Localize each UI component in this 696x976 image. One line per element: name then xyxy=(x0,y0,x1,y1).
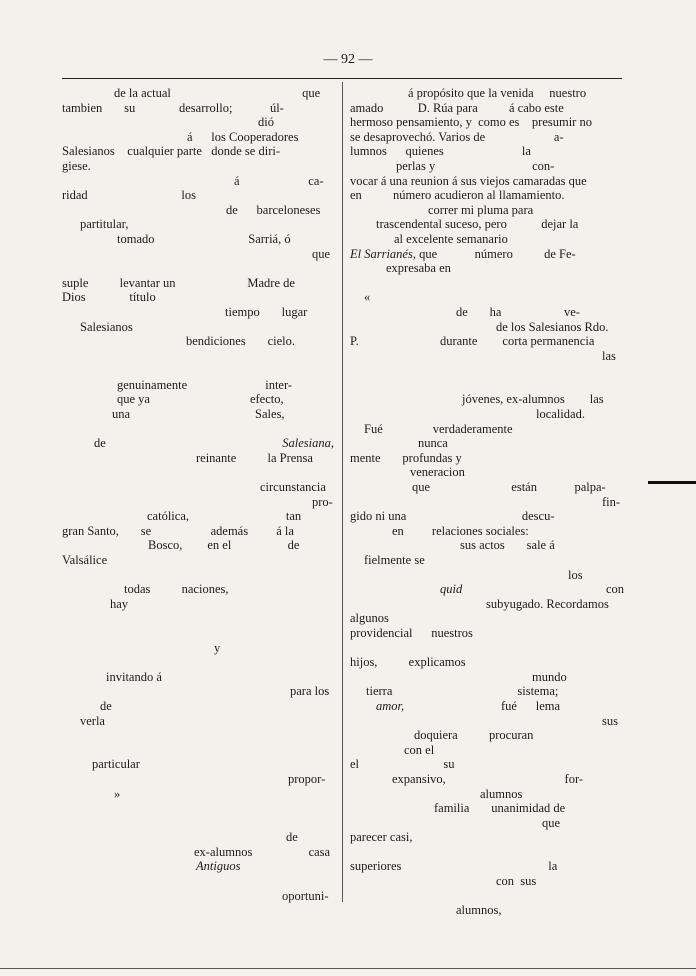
text-line xyxy=(350,465,622,480)
line-text: ridad los xyxy=(62,188,197,203)
line-text: Salesianos cualquier parte donde se diri- xyxy=(62,144,280,159)
line-text: ex-alumnos casa xyxy=(194,844,331,859)
line-text: hermoso pensamiento, y como es presumir no xyxy=(350,115,592,130)
text-line xyxy=(62,553,334,568)
line-text: » xyxy=(114,786,121,801)
text-line xyxy=(350,320,622,335)
line-text: circunstancia xyxy=(260,480,326,495)
text-line xyxy=(350,772,622,787)
line-text: bendiciones cielo. xyxy=(186,334,295,349)
text-line xyxy=(350,276,622,291)
line-text: que ya efecto, xyxy=(117,392,284,407)
text-line xyxy=(350,568,622,583)
text-line xyxy=(350,247,622,262)
text-line xyxy=(62,611,334,626)
text-line xyxy=(350,144,622,159)
text-line xyxy=(350,188,622,203)
line-text: Dios título xyxy=(62,290,156,305)
line-text: con xyxy=(462,582,625,597)
line-text: superiores la xyxy=(350,859,558,874)
line-text: gido ni una descu- xyxy=(350,509,555,524)
line-text: se desaprovechó. Varios de a- xyxy=(350,129,564,144)
text-line xyxy=(350,655,622,670)
text-line xyxy=(62,699,334,714)
line-text: gran Santo, se además á la xyxy=(62,523,294,538)
line-text: de los Salesianos Rdo. xyxy=(496,319,609,334)
line-text: al excelente semanario xyxy=(394,231,508,246)
line-text: tiempo lugar xyxy=(225,304,308,319)
line-text: lumnos quienes la xyxy=(350,144,531,159)
line-text: nunca xyxy=(418,436,448,451)
text-line xyxy=(350,626,622,641)
text-line xyxy=(350,290,622,305)
text-line xyxy=(350,363,622,378)
text-line xyxy=(350,670,622,685)
text-line xyxy=(350,553,622,568)
text-line xyxy=(62,247,334,262)
text-line xyxy=(350,538,622,553)
text-line xyxy=(350,509,622,524)
text-line xyxy=(62,787,334,802)
line-text: providencial nuestros xyxy=(350,625,473,640)
text-line xyxy=(62,626,334,641)
text-line xyxy=(350,728,622,743)
line-text: oportuni- xyxy=(282,888,329,903)
text-line xyxy=(62,728,334,743)
line-text: alumnos xyxy=(480,786,523,801)
line-italic-text: El Sarrianés, xyxy=(350,246,416,261)
text-line xyxy=(350,451,622,466)
line-text: el su xyxy=(350,757,455,772)
text-line xyxy=(62,816,334,831)
line-text: propor- xyxy=(288,771,326,786)
text-line xyxy=(62,188,334,203)
line-text: en relaciones sociales: xyxy=(392,523,529,538)
line-text: vocar á una reunion á sus viejos camaradas que xyxy=(350,173,587,188)
text-line xyxy=(62,670,334,685)
text-line xyxy=(62,159,334,174)
text-line xyxy=(350,305,622,320)
text-line xyxy=(62,524,334,539)
line-text: de barceloneses xyxy=(226,202,321,217)
line-italic-text: quid xyxy=(440,582,463,597)
text-line xyxy=(62,407,334,422)
text-line xyxy=(350,743,622,758)
line-text: localidad. xyxy=(536,407,585,422)
text-line xyxy=(62,801,334,816)
text-line xyxy=(62,568,334,583)
header-rule xyxy=(62,78,622,79)
text-line xyxy=(62,495,334,510)
text-line xyxy=(62,859,334,874)
text-line xyxy=(350,101,622,116)
text-line xyxy=(350,422,622,437)
line-text: de xyxy=(100,698,112,713)
text-line xyxy=(350,611,622,626)
text-line xyxy=(62,349,334,364)
text-line xyxy=(350,349,622,364)
line-text: P. durante corta permanencia xyxy=(350,334,595,349)
text-line xyxy=(62,217,334,232)
line-text: expresaba en xyxy=(386,261,451,276)
line-text: Valsálice xyxy=(62,553,108,567)
text-line xyxy=(62,436,334,451)
text-line xyxy=(350,641,622,656)
text-line xyxy=(350,757,622,772)
text-line xyxy=(350,830,622,845)
line-italic-text: Antiguos xyxy=(196,859,241,874)
text-line xyxy=(62,261,334,276)
line-text: partitular, xyxy=(80,217,129,232)
line-text: parecer casi, xyxy=(350,830,413,845)
text-line xyxy=(350,115,622,130)
text-line xyxy=(62,465,334,480)
text-line xyxy=(350,174,622,189)
line-text: amado D. Rúa para á cabo este xyxy=(350,100,564,115)
line-text: los xyxy=(568,567,583,582)
text-line xyxy=(62,422,334,437)
line-text: verla xyxy=(80,713,105,728)
text-line xyxy=(62,130,334,145)
text-line xyxy=(62,684,334,699)
text-line xyxy=(350,874,622,889)
line-text: de xyxy=(94,436,106,451)
line-text: sus actos sale á xyxy=(460,538,555,553)
text-line xyxy=(62,480,334,495)
line-text: sus xyxy=(602,713,618,728)
line-text: mente profundas y xyxy=(350,450,462,465)
line-text: suple levantar un Madre de xyxy=(62,275,295,290)
line-text: giese. xyxy=(62,158,91,173)
text-line xyxy=(62,889,334,904)
line-text: Salesianos xyxy=(80,319,133,334)
line-text: jóvenes, ex-alumnos las xyxy=(462,392,604,407)
line-text: para los xyxy=(290,684,330,699)
text-line xyxy=(62,144,334,159)
line-italic-text: amor, xyxy=(376,698,405,713)
text-line xyxy=(62,86,334,101)
text-line xyxy=(62,232,334,247)
line-text: que están palpa- xyxy=(412,480,606,495)
column-divider xyxy=(342,82,343,902)
text-line xyxy=(62,772,334,787)
line-text: á los Cooperadores xyxy=(187,129,299,144)
line-text: reinante la Prensa xyxy=(196,450,313,465)
text-line xyxy=(350,378,622,393)
line-text: hay xyxy=(110,596,129,611)
text-line xyxy=(350,86,622,101)
text-line xyxy=(62,363,334,378)
text-line xyxy=(62,320,334,335)
text-line xyxy=(350,232,622,247)
text-line xyxy=(62,582,334,597)
text-line xyxy=(350,524,622,539)
text-line xyxy=(62,538,334,553)
text-line xyxy=(350,684,622,699)
text-line xyxy=(350,217,622,232)
line-text: genuinamente inter- xyxy=(117,377,293,392)
line-text: expansivo, for- xyxy=(392,771,584,786)
line-text: Fué verdaderamente xyxy=(364,421,513,436)
text-line xyxy=(350,130,622,145)
line-text: hijos, explicamos xyxy=(350,655,466,670)
text-line xyxy=(350,889,622,904)
line-text: « xyxy=(364,290,371,305)
line-text: alumnos, xyxy=(456,903,502,918)
left-column xyxy=(62,86,334,906)
line-text: de xyxy=(286,830,298,845)
line-text: pro- xyxy=(312,494,333,509)
text-line xyxy=(62,392,334,407)
text-line xyxy=(350,582,625,597)
text-line xyxy=(62,101,334,116)
line-text: con el xyxy=(404,742,435,757)
line-text: con sus xyxy=(496,874,537,889)
line-text: perlas y con- xyxy=(396,158,555,173)
text-line xyxy=(62,378,334,393)
line-text: veneracion xyxy=(410,465,465,480)
line-text: todas naciones, xyxy=(124,582,229,597)
text-line xyxy=(62,655,334,670)
line-text: de la actual que xyxy=(114,86,321,100)
line-italic-text: Salesiana, xyxy=(282,436,334,451)
line-text: á ca- xyxy=(234,173,324,188)
line-text: que número de Fe- xyxy=(415,246,576,261)
text-line xyxy=(62,305,334,320)
line-text: que xyxy=(542,815,561,830)
text-line xyxy=(62,641,334,656)
page-number: — 92 — xyxy=(323,52,373,67)
line-text: particular xyxy=(92,757,140,772)
text-line xyxy=(350,261,622,276)
text-line xyxy=(62,757,334,772)
line-text: fin- xyxy=(602,494,621,509)
text-line xyxy=(62,451,334,466)
line-text: que xyxy=(312,246,331,261)
line-text: las xyxy=(602,348,616,363)
text-line xyxy=(350,334,622,349)
text-line xyxy=(62,115,334,130)
line-text: trascendental suceso, pero dejar la xyxy=(376,217,579,232)
line-text: de ha ve- xyxy=(456,304,580,319)
line-text: tambien su desarrollo; úl- xyxy=(62,100,284,115)
text-line xyxy=(350,801,622,816)
text-line xyxy=(350,392,622,407)
text-line xyxy=(350,699,622,714)
bottom-edge-rule xyxy=(0,968,696,969)
text-line xyxy=(350,903,622,918)
text-line xyxy=(62,276,334,291)
line-text: á propósito que la venida nuestro xyxy=(408,86,587,100)
text-line xyxy=(62,874,334,889)
line-text: mundo xyxy=(532,669,567,684)
text-line xyxy=(62,830,334,845)
line-text: familia unanimidad de xyxy=(434,801,566,816)
right-column xyxy=(350,86,625,918)
text-line xyxy=(350,480,622,495)
text-line xyxy=(350,787,622,802)
text-line xyxy=(350,714,622,729)
text-line xyxy=(350,436,622,451)
text-line xyxy=(62,714,334,729)
text-line xyxy=(62,334,334,349)
line-text: invitando á xyxy=(106,669,162,684)
text-line xyxy=(350,203,622,218)
line-text: algunos xyxy=(350,611,389,626)
text-line xyxy=(62,174,334,189)
text-line xyxy=(350,816,622,831)
line-text: Bosco, en el de xyxy=(148,538,300,553)
line-text: tomado Sarriá, ó xyxy=(117,231,291,246)
line-text: fielmente se xyxy=(364,553,425,567)
text-line xyxy=(62,203,334,218)
line-text: y xyxy=(214,640,221,655)
line-text: correr mi pluma para xyxy=(428,202,534,217)
text-line xyxy=(350,495,622,510)
text-line xyxy=(62,290,334,305)
text-line xyxy=(350,407,622,422)
margin-mark xyxy=(648,481,696,484)
text-line xyxy=(350,845,622,860)
line-text: tierra sistema; xyxy=(366,684,559,699)
line-text: dió xyxy=(258,115,274,130)
line-text: fué lema xyxy=(404,698,561,713)
line-text: en número acudieron al llamamiento. xyxy=(350,188,565,203)
text-line xyxy=(62,743,334,758)
line-text: subyugado. Recordamos xyxy=(486,596,609,611)
text-line xyxy=(350,597,622,612)
text-line xyxy=(62,845,334,860)
text-line xyxy=(350,859,622,874)
line-text: doquiera procuran xyxy=(414,728,534,743)
line-text: una Sales, xyxy=(112,407,285,422)
text-line xyxy=(350,159,622,174)
line-text: católica, tan xyxy=(147,509,302,524)
text-line xyxy=(62,597,334,612)
text-line xyxy=(62,509,334,524)
